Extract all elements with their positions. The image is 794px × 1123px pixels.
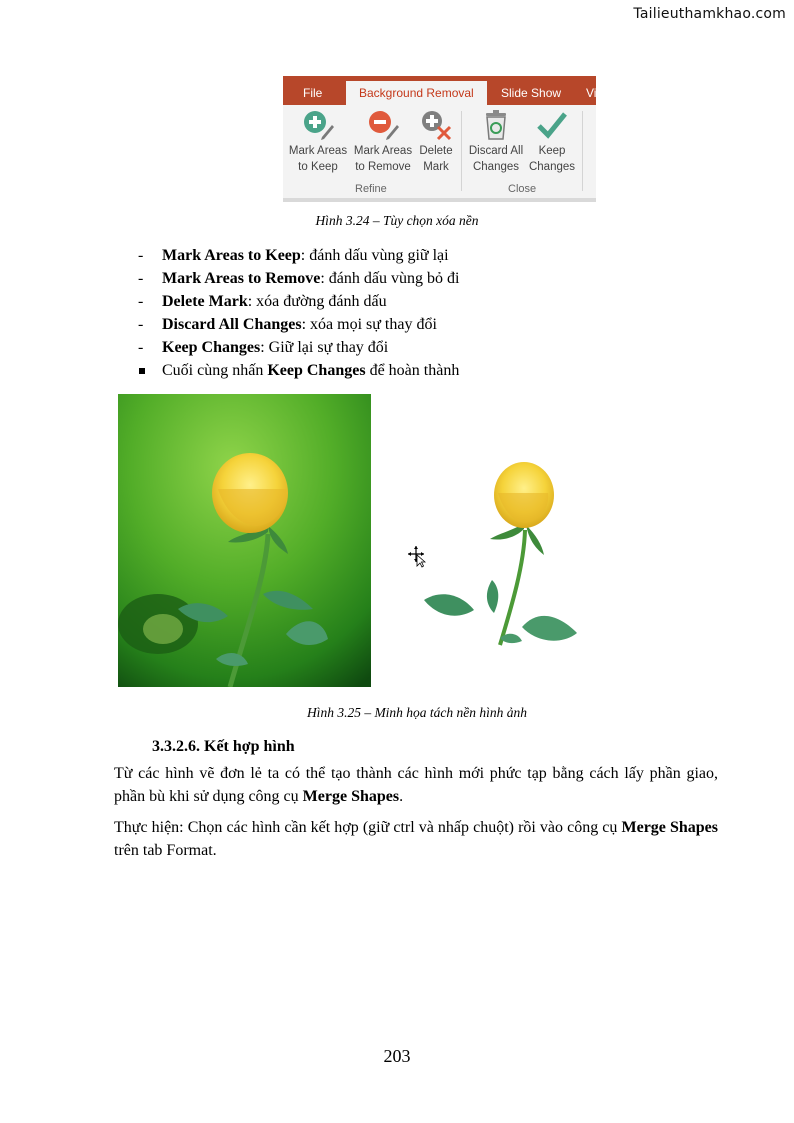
discard-all-changes-button[interactable] bbox=[465, 109, 527, 175]
plus-pencil-icon bbox=[302, 109, 334, 141]
list-marker: - bbox=[138, 270, 144, 287]
mark-areas-to-keep-button[interactable] bbox=[287, 109, 349, 175]
button-label: Changes bbox=[472, 161, 520, 173]
page-number: 203 bbox=[383, 1046, 411, 1066]
group-label-refine: Refine bbox=[355, 183, 387, 195]
tab-background-removal[interactable]: Background Removal bbox=[346, 81, 487, 105]
paragraph-1 bbox=[114, 762, 718, 808]
definition: : đánh dấu vùng bỏ đi bbox=[320, 270, 460, 287]
tab-slide-show[interactable]: Slide Show bbox=[501, 86, 562, 100]
button-label: Delete bbox=[419, 145, 453, 157]
figure-caption-3-25: Hình 3.25 – Minh họa tách nền hình ảnh bbox=[306, 705, 528, 720]
term: Merge Shapes bbox=[621, 819, 718, 836]
button-label: Keep bbox=[538, 145, 566, 157]
term: Keep Changes bbox=[267, 362, 366, 379]
tab-view[interactable]: Vi bbox=[586, 86, 596, 100]
group-separator bbox=[461, 111, 462, 191]
button-label: Discard All bbox=[468, 145, 524, 157]
tab-file[interactable]: File bbox=[303, 86, 323, 100]
group-label-close: Close bbox=[508, 183, 537, 195]
button-label: Mark Areas bbox=[288, 145, 348, 157]
definition: : xóa đường đánh dấu bbox=[247, 293, 387, 310]
delete-mark-button[interactable] bbox=[416, 109, 456, 175]
text: Cuối cùng nhấn bbox=[162, 362, 268, 379]
definition: : đánh dấu vùng giữ lại bbox=[300, 247, 449, 264]
figure-caption-3-24: Hình 3.24 – Tùy chọn xóa nền bbox=[315, 213, 479, 228]
checkmark-icon bbox=[536, 109, 568, 141]
square-bullet-icon bbox=[139, 368, 145, 374]
button-label: Mark bbox=[423, 161, 449, 173]
list-marker: - bbox=[138, 293, 144, 310]
definition: : xóa mọi sự thay đổi bbox=[301, 316, 437, 333]
button-label: Changes bbox=[528, 161, 576, 173]
move-cursor-icon bbox=[408, 546, 426, 568]
term: Keep Changes bbox=[162, 339, 261, 356]
rose-photo-background-removed bbox=[412, 455, 587, 655]
minus-pencil-icon bbox=[367, 109, 399, 141]
button-label: to Keep bbox=[298, 161, 338, 173]
term: Merge Shapes bbox=[302, 788, 400, 805]
text: Từ các hình vẽ đơn lẻ ta có thể tạo thành các hình mới phức tạp bằng cách lấy phần giao, phần bù khi sử dụng công cụ bbox=[114, 765, 718, 805]
mark-areas-to-remove-button[interactable] bbox=[351, 109, 415, 175]
term: Mark Areas to Remove bbox=[162, 270, 321, 287]
list-marker: - bbox=[138, 316, 144, 333]
button-label: to Remove bbox=[355, 161, 411, 173]
term: Discard All Changes bbox=[162, 316, 302, 333]
watermark: Tailieuthamkhao.com bbox=[633, 6, 786, 22]
text: Thực hiện: Chọn các hình cần kết hợp (giữ ctrl và nhấp chuột) rồi vào công cụ bbox=[114, 819, 622, 836]
button-label: Mark Areas bbox=[353, 145, 413, 157]
paragraph-2 bbox=[114, 816, 718, 862]
keep-changes-button[interactable] bbox=[527, 109, 577, 175]
term: Delete Mark bbox=[162, 293, 248, 310]
definition: : Giữ lại sự thay đổi bbox=[260, 339, 389, 356]
list-marker: - bbox=[138, 247, 144, 264]
term: Mark Areas to Keep bbox=[162, 247, 301, 264]
text: để hoàn thành bbox=[365, 362, 460, 379]
ribbon-tabbar bbox=[283, 76, 596, 105]
ribbon-bottom-edge bbox=[283, 198, 596, 202]
text: trên tab Format. bbox=[114, 842, 217, 859]
list-marker: - bbox=[138, 339, 144, 356]
rose-photo-original bbox=[118, 394, 371, 687]
ribbon-screenshot bbox=[283, 76, 596, 202]
section-heading: 3.3.2.6. Kết hợp hình bbox=[152, 738, 295, 755]
group-separator bbox=[582, 111, 583, 191]
text: . bbox=[399, 788, 404, 805]
delete-mark-icon bbox=[420, 109, 452, 141]
recycle-bin-icon bbox=[480, 109, 512, 141]
ribbon-body bbox=[283, 105, 596, 198]
